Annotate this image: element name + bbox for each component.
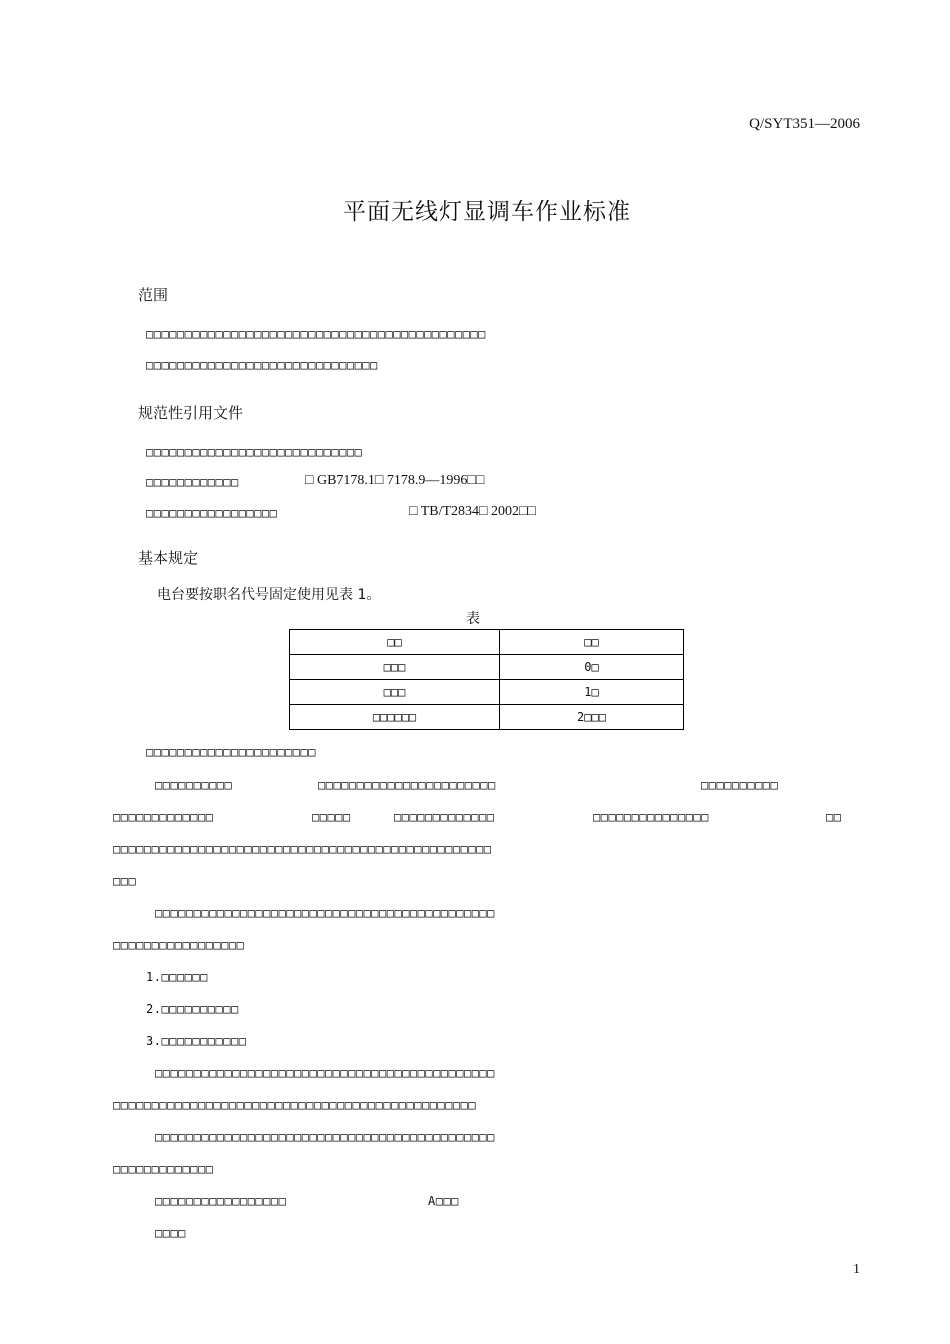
paragraph-1-line-1c: □□□□□□□□□□ <box>701 778 779 792</box>
paragraph-1-line-2a: □□□□□□□□□□□□□ <box>113 810 214 824</box>
after-table-text: □□□□□□□□□□□□□□□□□□□□□□ <box>146 745 316 759</box>
list-item: 2.□□□□□□□□□□ <box>146 1002 239 1016</box>
document-code: Q/SYT351—2006 <box>749 116 860 132</box>
paragraph-2-line-2: □□□□□□□□□□□□□□□□□ <box>113 938 245 952</box>
paragraph-1-line-1b: □□□□□□□□□□□□□□□□□□□□□□□ <box>318 778 496 792</box>
paragraph-5-annex: A□□□ <box>428 1194 459 1208</box>
paragraph-4-line-1: □□□□□□□□□□□□□□□□□□□□□□□□□□□□□□□□□□□□□□□□□□□□ <box>155 1130 495 1144</box>
table-row <box>290 705 684 730</box>
reference-tbt2834: □ TB/T2834□ 2002□□ <box>409 504 536 519</box>
list-item: 3.□□□□□□□□□□□ <box>146 1034 247 1048</box>
table-row <box>290 655 684 680</box>
table-cell: 1□ <box>500 680 684 705</box>
paragraph-5-text: □□□□□□□□□□□□□□□□□ <box>155 1194 287 1208</box>
list-item: 1.□□□□□□ <box>146 970 208 984</box>
radio-code-table <box>289 629 684 730</box>
paragraph-4-line-2: □□□□□□□□□□□□□ <box>113 1162 214 1176</box>
table-cell: 0□ <box>500 655 684 680</box>
reference-gb7178: □ GB7178.1□ 7178.9—1996□□ <box>305 473 485 488</box>
paragraph-3-line-2: □□□□□□□□□□□□□□□□□□□□□□□□□□□□□□□□□□□□□□□□□□□□□□□ <box>113 1098 477 1112</box>
references-text-line-1: □□□□□□□□□□□□□□□□□□□□□□□□□□□□ <box>146 445 363 459</box>
paragraph-1-line-2c: □□□□□□□□□□□□□ <box>394 810 495 824</box>
table-header-cell: □□ <box>500 630 684 655</box>
paragraph-1-line-3: □□□□□□□□□□□□□□□□□□□□□□□□□□□□□□□□□□□□□□□□□□□□□□□□□ <box>113 842 492 856</box>
paragraph-1-line-1a: □□□□□□□□□□ <box>155 778 233 792</box>
paragraph-1-line-4: □□□ <box>113 874 137 888</box>
table-row <box>290 680 684 705</box>
references-text-line-3a: □□□□□□□□□□□□□□□□□ <box>146 506 278 520</box>
paragraph-6-text: □□□□ <box>155 1226 186 1240</box>
table-cell: □□□ <box>290 680 500 705</box>
page-number: 1 <box>853 1262 860 1277</box>
paragraph-1-line-2b: □□□□□ <box>312 810 351 824</box>
section-heading-scope: 范围 <box>138 286 169 304</box>
paragraph-1-line-2e: □□ <box>826 810 842 824</box>
document-title: 平面无线灯显调车作业标准 <box>343 199 631 225</box>
table-header-cell: □□ <box>290 630 500 655</box>
table-cell: □□□□□□ <box>290 705 500 730</box>
radio-code-intro: 电台要按职名代号固定使用见表 1。 <box>157 587 381 603</box>
paragraph-2-line-1: □□□□□□□□□□□□□□□□□□□□□□□□□□□□□□□□□□□□□□□□□□□□ <box>155 906 495 920</box>
table-caption: 表 <box>466 611 480 627</box>
scope-text-line-1: □□□□□□□□□□□□□□□□□□□□□□□□□□□□□□□□□□□□□□□□□□□□ <box>146 327 486 341</box>
table-cell: 2□□□ <box>500 705 684 730</box>
paragraph-1-line-2d: □□□□□□□□□□□□□□□ <box>593 810 709 824</box>
paragraph-3-line-1: □□□□□□□□□□□□□□□□□□□□□□□□□□□□□□□□□□□□□□□□□□□□ <box>155 1066 495 1080</box>
references-text-line-2a: □□□□□□□□□□□□ <box>146 475 239 489</box>
section-heading-basic-rules: 基本规定 <box>138 549 199 567</box>
table-header-row <box>290 630 684 655</box>
table-cell: □□□ <box>290 655 500 680</box>
scope-text-line-2: □□□□□□□□□□□□□□□□□□□□□□□□□□□□□□ <box>146 358 378 372</box>
section-heading-references: 规范性引用文件 <box>138 404 244 422</box>
